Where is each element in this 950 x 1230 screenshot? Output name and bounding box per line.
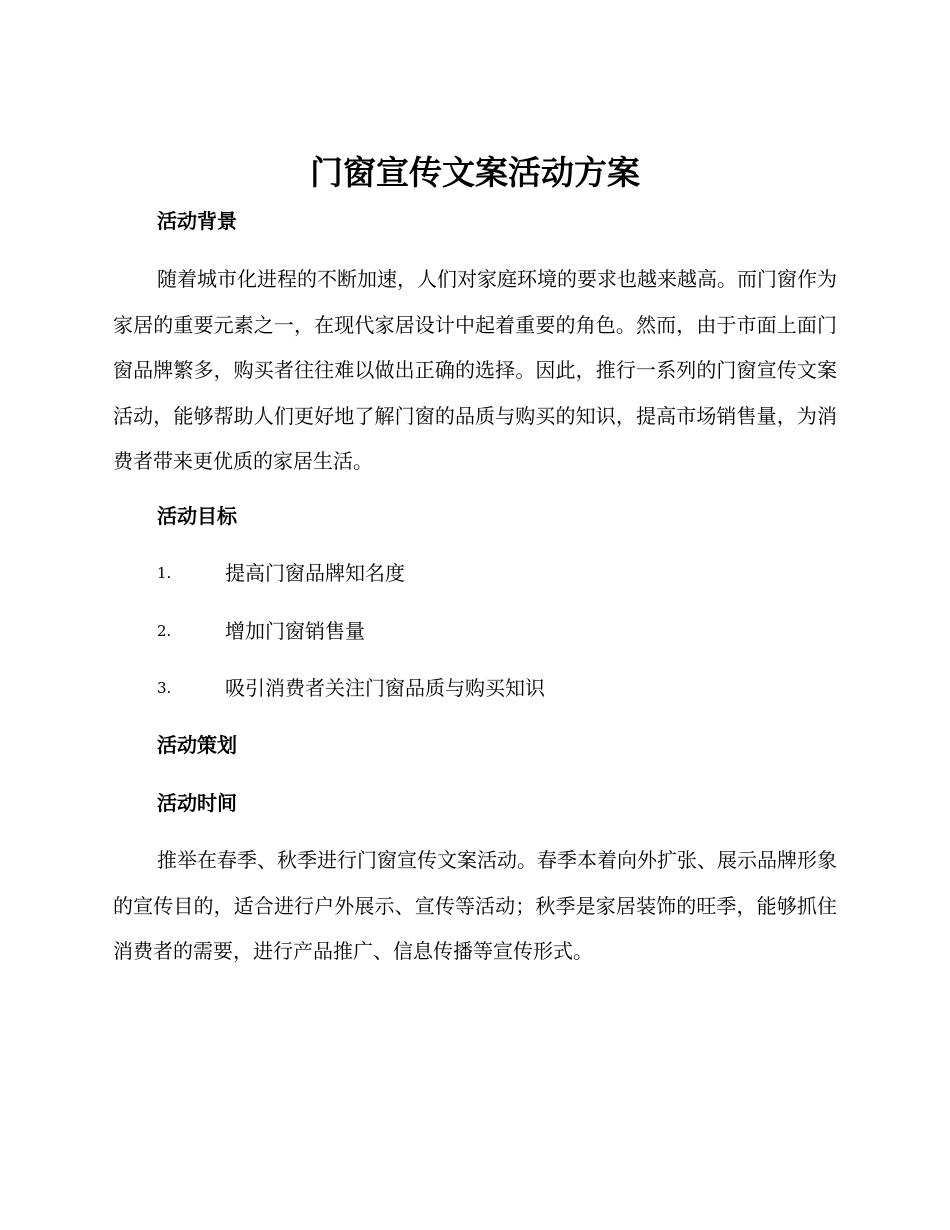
- list-number: 3.: [157, 679, 172, 697]
- goal-list-item: [157, 674, 837, 702]
- list-number: 2.: [157, 622, 172, 640]
- list-text: 提高门窗品牌知名度: [225, 561, 405, 585]
- goal-list-item: [157, 559, 837, 587]
- list-text: 吸引消费者关注门窗品质与购买知识: [225, 676, 545, 700]
- goal-list-item: [157, 617, 837, 645]
- list-text: 增加门窗销售量: [225, 619, 365, 643]
- background-paragraph: 随着城市化进程的不断加速，人们对家庭环境的要求也越来越高。而门窗作为家居的重要元素之一，在现代家居设计中起着重要的角色。然而，由于市面上面门窗品牌繁多，购买者往往难以做出正确的选择。因此，推行一系列的门窗宣传文案活动，能够帮助人们更好地了解门窗的品质与购买的知识，提高市场销售量，为消费者带来更优质的家居生活。: [113, 267, 837, 473]
- section-heading-planning: 活动策划: [157, 733, 237, 757]
- time-paragraph: 推举在春季、秋季进行门窗宣传文案活动。春季本着向外扩张、展示品牌形象的宣传目的，适合进行户外展示、宣传等活动；秋季是家居装饰的旺季，能够抓住消费者的需要，进行产品推广、信息传播等宣传形式。: [113, 848, 837, 963]
- document-title: 门窗宣传文案活动方案: [310, 153, 640, 192]
- section-heading-background: 活动背景: [157, 209, 237, 233]
- section-heading-goals: 活动目标: [157, 504, 237, 528]
- section-heading-time: 活动时间: [157, 791, 237, 815]
- list-number: 1.: [157, 564, 172, 582]
